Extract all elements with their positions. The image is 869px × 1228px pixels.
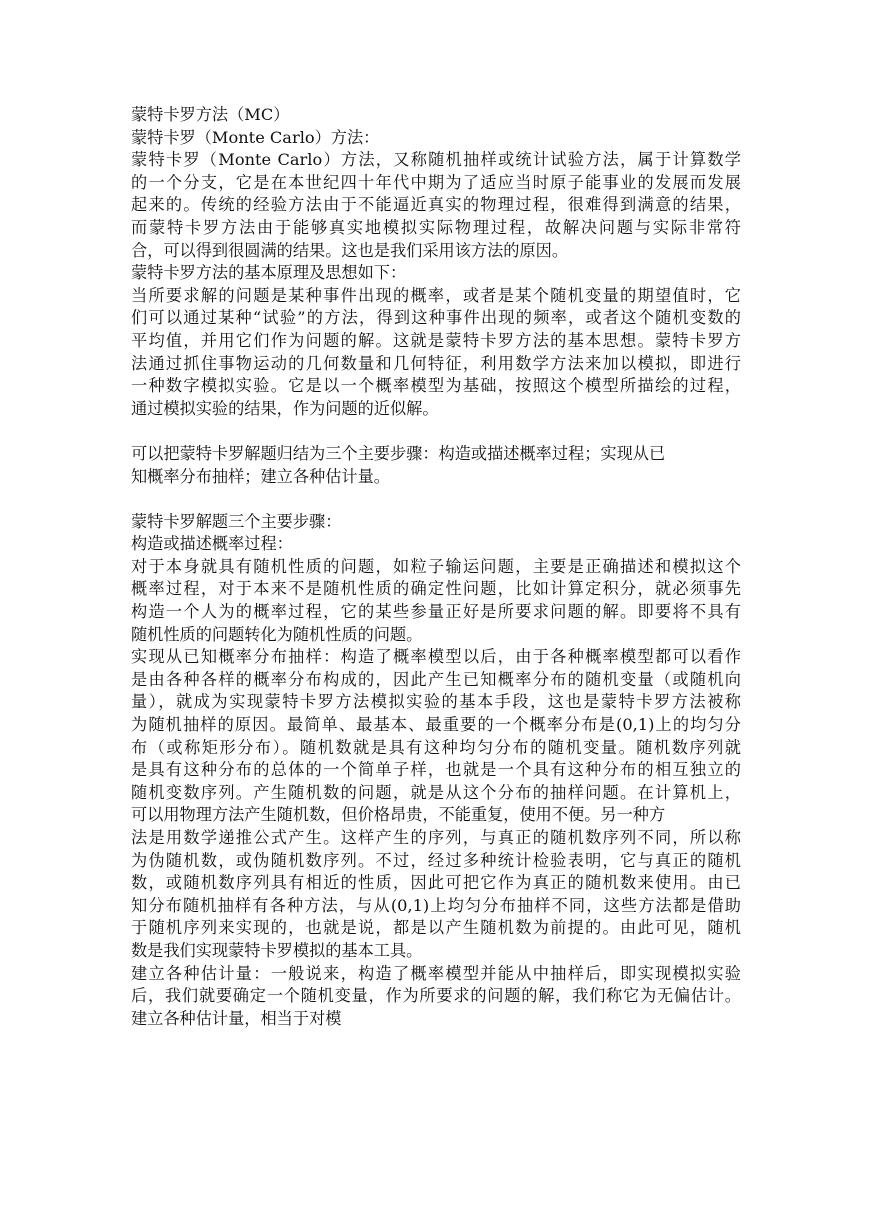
step2-line: 数是我们实现蒙特卡罗模拟的基本工具。 <box>131 940 423 960</box>
blank-line <box>131 420 741 443</box>
intro-line: 的一个分支，它是在本世纪四十年代中期为了适应当时原子能事业的发展而发展 <box>131 172 741 192</box>
steps-heading: 蒙特卡罗解题三个主要步骤： <box>131 511 342 531</box>
step2-line: 量），就成为实现蒙特卡罗方法模拟实验的基本手段，这也是蒙特卡罗方法被称 <box>131 692 741 712</box>
intro-line: 而蒙特卡罗方法由于能够真实地模拟实际物理过程，故解决问题与实际非常符 <box>131 217 741 237</box>
principle-line: 一种数字模拟实验。它是以一个概率模型为基础，按照这个模型所描绘的过程， <box>131 376 741 396</box>
step2-line: 知分布随机抽样有各种方法，与从(0,1)上均匀分布抽样不同，这些方法都是借助 <box>131 895 741 915</box>
steps-summary-line: 知概率分布抽样；建立各种估计量。 <box>131 466 390 486</box>
step2-line: 是具有这种分布的总体的一个简单子样，也就是一个具有这种分布的相互独立的 <box>131 760 741 780</box>
document-title: 蒙特卡罗方法（MC） <box>131 105 290 124</box>
step2-line: 数，或随机数序列具有相近的性质，因此可把它作为真正的随机数来使用。由已 <box>131 873 741 893</box>
principle-line: 们可以通过某种“试验”的方法，得到这种事件出现的频率，或者这个随机变数的 <box>131 308 741 328</box>
intro-line: 合，可以得到很圆满的结果。这也是我们采用该方法的原因。 <box>131 240 569 260</box>
blank-line <box>131 488 741 511</box>
intro-line: 蒙特卡罗（Monte Carlo）方法，又称随机抽样或统计试验方法，属于计算数学 <box>131 150 741 170</box>
step2-line: 布（或称矩形分布）。随机数就是具有这种均匀分布的随机变量。随机数序列就 <box>131 737 741 757</box>
principle-line: 法通过抓住事物运动的几何数量和几何特征，利用数学方法来加以模拟，即进行 <box>131 353 741 373</box>
document-page <box>131 104 741 1030</box>
step1-line: 对于本身就具有随机性质的问题，如粒子输运问题，主要是正确描述和模拟这个 <box>131 556 741 576</box>
step2-line: 于随机序列来实现的，也就是说，都是以产生随机数为前提的。由此可见，随机 <box>131 918 741 938</box>
principle-line: 通过模拟实验的结果，作为问题的近似解。 <box>131 398 439 418</box>
principle-heading: 蒙特卡罗方法的基本原理及思想如下： <box>131 263 407 283</box>
step3-line: 建立各种估计量，相当于对模 <box>131 1008 342 1028</box>
step3-line: 后，我们就要确定一个随机变量，作为所要求的问题的解，我们称它为无偏估计。 <box>131 986 741 1006</box>
step1-line: 概率过程，对于本来不是随机性质的确定性问题，比如计算定积分，就必须事先 <box>131 579 741 599</box>
intro-line: 起来的。传统的经验方法由于不能逼近真实的物理过程，很难得到满意的结果， <box>131 195 741 215</box>
step1-line: 构造一个人为的概率过程，它的某些参量正好是所要求问题的解。即要将不具有 <box>131 602 741 622</box>
step3-line: 建立各种估计量：一般说来，构造了概率模型并能从中抽样后，即实现模拟实验 <box>131 963 741 983</box>
step2-line: 法是用数学递推公式产生。这样产生的序列，与真正的随机数序列不同，所以称 <box>131 828 741 847</box>
step2-line: 随机变数序列。产生随机数的问题，就是从这个分布的抽样问题。在计算机上， <box>131 782 741 802</box>
principle-line: 当所要求解的问题是某种事件出现的概率，或者是某个随机变量的期望值时，它 <box>131 285 741 305</box>
step1-line: 随机性质的问题转化为随机性质的问题。 <box>131 624 423 644</box>
document-subtitle: 蒙特卡罗（Monte Carlo）方法： <box>131 127 380 147</box>
step2-line: 为伪随机数，或伪随机数序列。不过，经过多种统计检验表明，它与真正的随机 <box>131 850 741 870</box>
step1-heading: 构造或描述概率过程： <box>131 534 293 554</box>
step2-line: 可以用物理方法产生随机数，但价格昂贵，不能重复，使用不便。另一种方 <box>131 805 666 825</box>
step2-line: 为随机抽样的原因。最简单、最基本、最重要的一个概率分布是(0,1)上的均匀分 <box>131 715 741 735</box>
steps-summary-line: 可以把蒙特卡罗解题归结为三个主要步骤：构造或描述概率过程；实现从已 <box>131 443 666 463</box>
step2-line: 实现从已知概率分布抽样：构造了概率模型以后，由于各种概率模型都可以看作 <box>131 647 741 667</box>
principle-line: 平均值，并用它们作为问题的解。这就是蒙特卡罗方法的基本思想。蒙特卡罗方 <box>131 330 741 350</box>
step2-line: 是由各种各样的概率分布构成的，因此产生已知概率分布的随机变量（或随机向 <box>131 669 741 689</box>
